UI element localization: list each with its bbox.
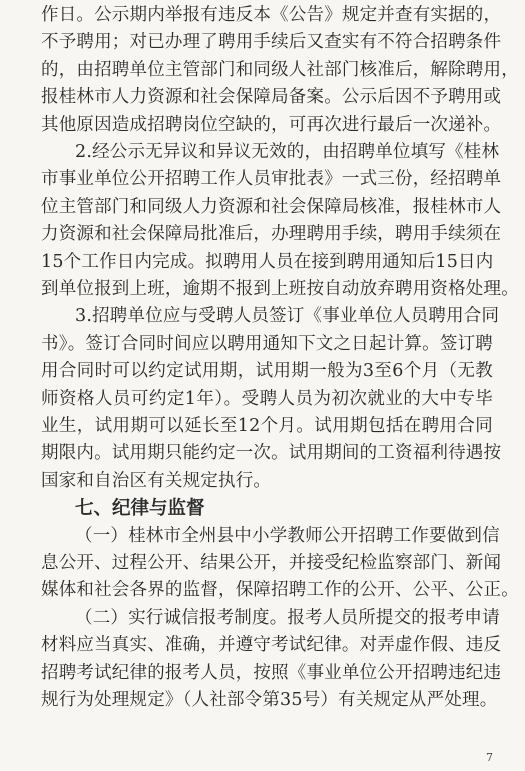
paragraph-first-line: （二）实行诚信报考制度。报考人员所提交的报考申请 (75, 607, 500, 628)
text-line: 息公开、过程公开、结果公开，并接受纪检监察部门、新闻 (41, 553, 502, 573)
text-line: 业生，试用期可以延长至12个月。试用期包括在聘用合同 (41, 416, 493, 436)
paragraph-first-line: （一）桂林市全州县中小学教师公开招聘工作要做到信 (75, 525, 500, 546)
section-heading: 七、纪律与监督 (75, 498, 205, 520)
paragraph-first-line: 3.招聘单位应与受聘人员签订《事业单位人员聘用合同 (75, 306, 500, 327)
page-number: 7 (486, 751, 493, 764)
text-line: 师资格人员可约定1年）。受聘人员为初次就业的大中专毕 (41, 388, 493, 409)
text-line: 报桂林市人力资源和社会保障局备案。公示后因不予聘用或 (41, 87, 502, 108)
text-line: 市事业单位公开招聘工作人员审批表》一式三份，经招聘单 (41, 169, 502, 190)
text-line: 到单位报到上班，逾期不报到上班按自动放弃聘用资格处理。 (41, 279, 519, 299)
text-line: 15个工作日内完成。拟聘用人员在接到聘用通知后15日内 (41, 251, 494, 272)
paragraph-first-line: 2.经公示无异议和异议无效的，由招聘单位填写《桂林 (75, 142, 500, 162)
text-line: 用合同时可以约定试用期，试用期一般为3至6个月（无教 (41, 361, 493, 382)
text-line: 国家和自治区有关规定执行。 (41, 470, 272, 491)
text-line: 媒体和社会各界的监督，保障招聘工作的公开、公平、公正。 (41, 580, 519, 601)
text-line: 材料应当真实、准确，并遵守考试纪律。对弄虚作假、违反 (41, 635, 502, 656)
text-line: 不予聘用；对已办理了聘用手续后又查实有不符合招聘条件 (41, 32, 502, 53)
text-line: 力资源和社会保障局批准后，办理聘用手续，聘用手续须在 (41, 224, 502, 245)
text-line: 招聘考试纪律的报考人员，按照《事业单位公开招聘违纪违 (41, 662, 502, 683)
text-line: 其他原因造成招聘岗位空缺的，可再次进行最后一次递补。 (41, 114, 502, 135)
text-line: 书》。签订合同时间应以聘用通知下文之日起计算。签订聘 (41, 333, 493, 354)
text-line: 位主管部门和同级人力资源和社会保障局核准，报桂林市人 (41, 196, 502, 217)
text-line: 的，由招聘单位主管部门和同级人社部门核准后，解除聘用， (41, 59, 519, 80)
text-line: 期限内。试用期只能约定一次。试用期间的工资福利待遇按 (41, 443, 502, 464)
text-line: 规行为处理规定》（人社部令第35号）有关规定从严处理。 (41, 690, 498, 710)
text-line: 作日。公示期内举报有违反本《公告》规定并查有实据的， (41, 5, 502, 25)
